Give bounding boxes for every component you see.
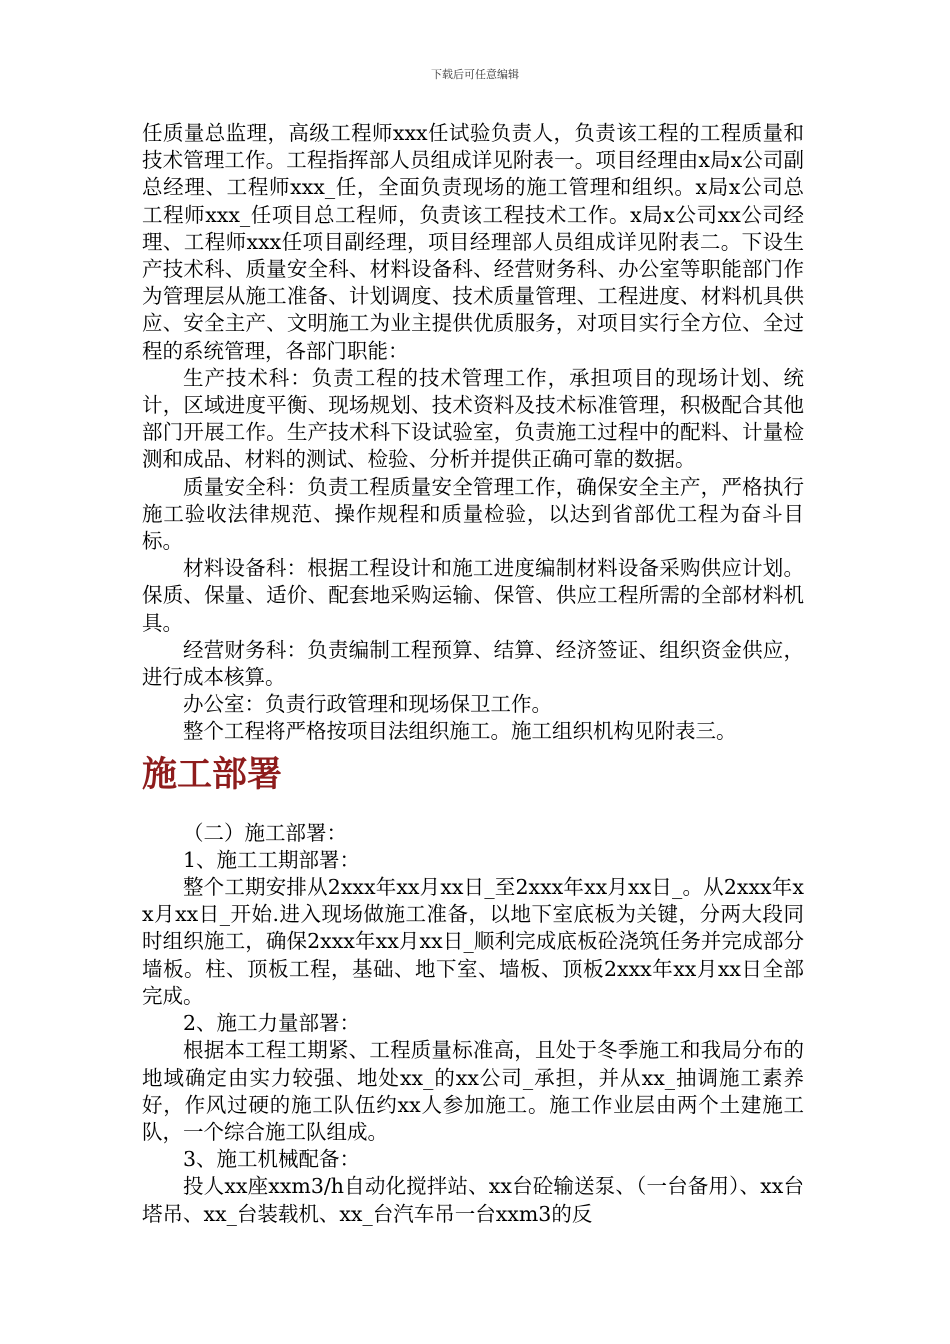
- paragraph-production-tech: 生产技术科：负责工程的技术管理工作，承担项目的现场计划、统计，区域进度平衡、现场规划、技术资料及技术标准管理，积极配合其他部门开展工作。生产技术科下设试验室，负责施工过程中的配料、计量检测和成品、材料的测试、检验、分析并提供正确可靠的数据。: [142, 365, 804, 472]
- paragraph-deployment-title: （二）施工部署：: [183, 820, 347, 845]
- page-header-note: 下载后可任意编辑: [431, 68, 519, 81]
- paragraph-machinery: 投人xx座xxm3/h自动化搅拌站、xx台砼输送泵、（一台备用）、xx台塔吊、xx_台装载机、xx_台汽车吊一台xxm3的反: [142, 1174, 804, 1226]
- paragraph-finance: 经营财务科：负责编制工程预算、结算、经济签证、组织资金供应，进行成本核算。: [142, 637, 804, 690]
- paragraph-org-chart: 整个工程将严格按项目法组织施工。施工组织机构见附表三。: [183, 719, 737, 744]
- paragraph-office: 办公室：负责行政管理和现场保卫工作。: [183, 692, 552, 717]
- section-heading: 施工部署: [142, 754, 283, 795]
- paragraph-workforce-title: 2、施工力量部署：: [183, 1011, 361, 1036]
- paragraph-quality-safety: 质量安全科：负责工程质量安全管理工作，确保安全主产，严格执行施工验收法律规范、操作规程和质量检验，以达到省部优工程为奋斗目标。: [142, 474, 804, 554]
- paragraph-schedule-title: 1、施工工期部署：: [183, 847, 361, 872]
- paragraph-schedule: 整个工期安排从2xxx年xx月xx日_至2xxx年xx月xx日_。从2xxx年xx月xx日_开始.进入现场做施工准备，以地下室底板为关键，分两大段同时组织施工，确保2xxx年xx月xx日_顺利完成底板砼浇筑任务并完成部分墙板。柱、顶板工程，基础、地下室、墙板、顶板2xxx年xx月xx日全部完成。: [142, 875, 804, 1008]
- paragraph-organization: 任质量总监理，高级工程师xxx任试验负责人，负责该工程的工程质量和技术管理工作。工程指挥部人员组成详见附表一。项目经理由x局x公司副总经理、工程师xxx_任，全面负责现场的施工管理和组织。x局x公司总工程师xxx_任项目总工程师，负责该工程技术工作。x局x公司xx公司经理、工程师xxx任项目副经理，项目经理部人员组成详见附表二。下设生产技术科、质量安全科、材料设备科、经营财务科、办公室等职能部门作为管理层从施工准备、计划调度、技术质量管理、工程进度、材料机具供应、安全主产、文明施工为业主提供优质服务，对项目实行全方位、全过程的系统管理，各部门职能：: [142, 121, 804, 363]
- paragraph-materials: 材料设备科：根据工程设计和施工进度编制材料设备采购供应计划。保质、保量、适价、配套地采购运输、保管、供应工程所需的全部材料机具。: [142, 556, 804, 635]
- document-body: [142, 120, 804, 1228]
- paragraph-workforce: 根据本工程工期紧、工程质量标准高，且处于冬季施工和我局分布的地域确定由实力较强、地处xx_的xx公司_承担，并从xx_抽调施工素养好，作风过硬的施工队伍约xx人参加施工。施工作业层由两个土建施工队，一个综合施工队组成。: [142, 1038, 804, 1144]
- paragraph-machinery-title: 3、施工机械配备：: [183, 1147, 361, 1172]
